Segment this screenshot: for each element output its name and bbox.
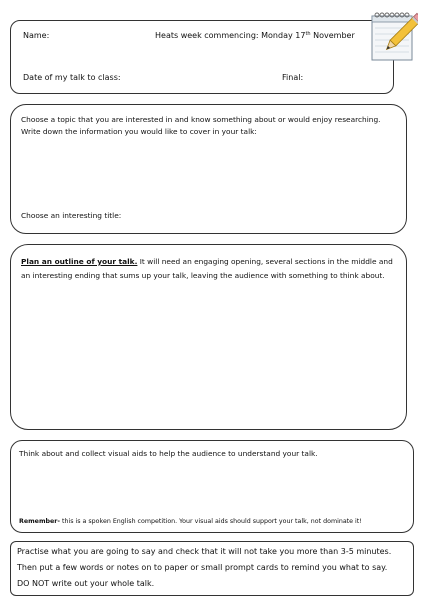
- heats-week-text: [155, 31, 355, 41]
- remember-note: [19, 517, 362, 527]
- topic-box: [10, 104, 407, 234]
- remember-text: this is a spoken English competition. Your visual aids should support your talk, not dominate it!: [60, 518, 362, 525]
- name-label: Name:: [23, 31, 50, 40]
- header-box: [10, 20, 394, 94]
- practise-line1: Practise what you are going to say and check that it will not take you more than 3-5 minutes.: [17, 547, 392, 556]
- outline-heading: Plan an outline of your talk.: [21, 257, 138, 266]
- topic-instruction-line1: Choose a topic that you are interested in and know something about or would enjoy researching.: [21, 115, 381, 124]
- practise-line3: DO NOT write out your whole talk.: [17, 579, 155, 588]
- remember-label: Remember-: [19, 518, 61, 525]
- ordinal-suffix: th: [305, 31, 311, 37]
- notepad-pencil-icon: [368, 10, 418, 65]
- final-label: Final:: [282, 73, 304, 82]
- practise-line2: Then put a few words or notes on to paper or small prompt cards to remind you what to say.: [17, 563, 388, 572]
- visual-aids-instruction: Think about and collect visual aids to help the audience to understand your talk.: [19, 449, 318, 458]
- topic-instruction-line2: Write down the information you would like to cover in your talk:: [21, 127, 257, 136]
- outline-instructions: [21, 255, 397, 283]
- date-of-talk-label: Date of my talk to class:: [23, 73, 121, 82]
- title-label: Choose an interesting title:: [21, 211, 122, 220]
- outline-box: [10, 244, 407, 430]
- practise-box: [10, 541, 414, 596]
- visual-aids-box: [10, 440, 414, 533]
- heats-prefix: Heats week commencing: Monday 17: [155, 31, 306, 40]
- heats-month: November: [310, 31, 355, 40]
- outline-body: It will need an engaging opening, several sections in the middle and an interesting ending that sums up your talk, leaving the audience with something to think about.: [21, 257, 393, 280]
